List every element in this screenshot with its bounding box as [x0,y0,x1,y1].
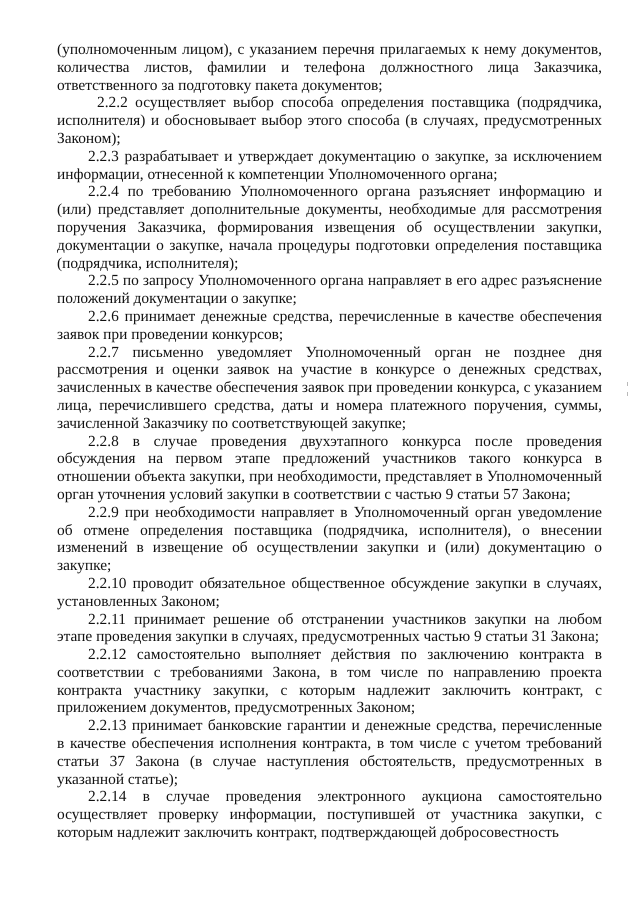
paragraph-2-2-10: 2.2.10 проводит обязательное общественное обсуждение закупки в случаях, установленных Законом; [57,574,602,610]
paragraph-2-2-3: 2.2.3 разрабатывает и утверждает документацию о закупке, за исключением информации, отнесенной к компетенции Уполномоченного органа; [57,147,602,183]
paragraph-2-2-5: 2.2.5 по запросу Уполномоченного органа направляет в его адрес разъяснение положений документации о закупке; [57,272,602,308]
paragraph-2-2-7: 2.2.7 письменно уведомляет Уполномоченный орган не позднее дня рассмотрения и оценки заявок на участие в конкурсе о денежных средствах, зачисленных в качестве обеспечения заявок при проведении конкурса, с указанием лица, перечислившего средства, даты и номера платежного поручения, суммы, зачисленной Заказчику по соответствующей закупке; [57,343,602,432]
document-body [57,41,602,842]
paragraph-2-2-12: 2.2.12 самостоятельно выполняет действия по заключению контракта в соответствии с требованиями Закона, в том числе по направлению проекта контракта участнику закупки, с которым надлежит заключить контракт, с приложением документов, предусмотренных Законом; [57,646,602,717]
paragraph-2-2-8: 2.2.8 в случае проведения двухэтапного конкурса после проведения обсуждения на первом этапе предложений участников такого конкурса в отношении объекта закупки, при необходимости, представляет в Уполномоченный орган уточнения условий закупки в соответствии с частью 9 статьи 57 Закона; [57,432,602,503]
paragraph-2-2-9: 2.2.9 при необходимости направляет в Уполномоченный орган уведомление об отмене определения поставщика (подрядчика, исполнителя), о внесении изменений в извещение об осуществлении закупки и (или) документацию о закупке; [57,503,602,575]
paragraph-2-2-11: 2.2.11 принимает решение об отстранении участников закупки на любом этапе проведения закупки в случаях, предусмотренных частью 9 статьи 31 Закона; [57,610,602,646]
paragraph-2-2-4: 2.2.4 по требованию Уполномоченного органа разъясняет информацию и (или) представляет дополнительные документы, необходимые для рассмотрения поручения Заказчика, формирования извещения об осуществлении закупки, документации о закупке, начала процедуры подготовки определения поставщика (подрядчика, исполнителя); [57,183,602,272]
scan-edge-mark [627,382,628,386]
paragraph-2-2-13: 2.2.13 принимает банковские гарантии и денежные средства, перечисленные в качестве обеспечения исполнения контракта, в том числе с учетом требований статьи 37 Закона (в случае наступления обстоятельств, предусмотренных в указанной статье); [57,717,602,788]
paragraph-2-2-2: 2.2.2 осуществляет выбор способа определения поставщика (подрядчика, исполнителя) и обосновывает выбор этого способа (в случаях, предусмотренных Законом); [57,94,602,147]
scan-edge-mark [627,392,628,396]
paragraph-2-2-6: 2.2.6 принимает денежные средства, перечисленные в качестве обеспечения заявок при проведении конкурсов; [57,307,602,343]
paragraph-continuation: (уполномоченным лицом), с указанием перечня прилагаемых к нему документов, количества листов, фамилии и телефона должностного лица Заказчика, ответственного за подготовку пакета документов; [57,41,602,94]
paragraph-2-2-14: 2.2.14 в случае проведения электронного аукциона самостоятельно осуществляет проверку информации, поступившей от участника закупки, с которым надлежит заключить контракт, подтверждающей добросовестность [57,788,602,842]
